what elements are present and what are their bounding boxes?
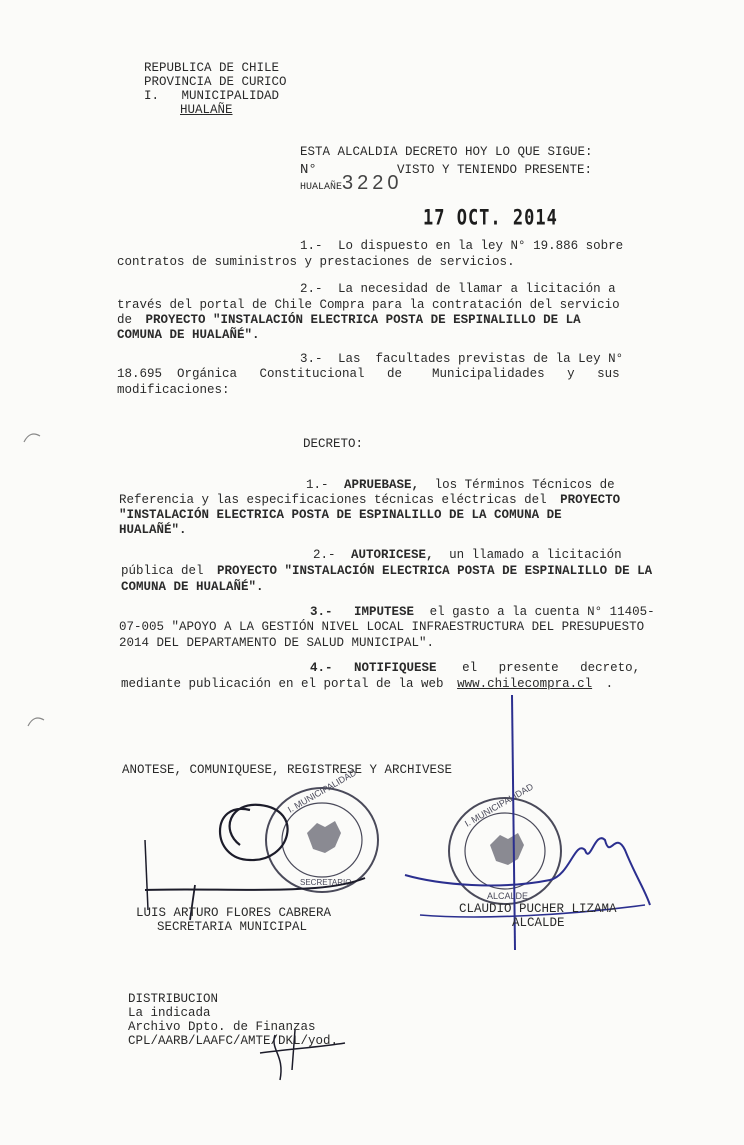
art-1-verb: APRUEBASE, [344,478,420,492]
svg-text:I. MUNICIPALIDAD: I. MUNICIPALIDAD [286,767,358,815]
art-4-line2-end: . [605,677,614,691]
art-3-line3: 2014 DEL DEPARTAMENTO DE SALUD MUNICIPAL". [119,636,435,650]
distribucion-item-3: CPL/AARB/LAAFC/AMTE/DKL/yod. [128,1034,339,1048]
visto-2-project: PROYECTO "INSTALACIÓN ELECTRICA POSTA DE ESPINALILLO DE LA [145,313,581,327]
punch-hole-bottom [26,712,46,732]
art-3-line2: 07-005 "APOYO A LA GESTIÓN NIVEL LOCAL INFRAESTRUCTURA DEL PRESUPUESTO [119,620,645,634]
secretary-title: SECRETARIA MUNICIPAL [157,920,308,934]
art-1-line2 [119,493,620,508]
visto-2-text: La necesidad de llamar a licitación a [338,282,616,296]
visto-2-line3 [117,313,581,328]
visto-heading: VISTO Y TENIENDO PRESENTE: [397,163,593,177]
art-1-line4: HUALAÑÉ". [119,523,187,537]
punch-hole-top [22,428,42,448]
art-1-first [306,478,615,493]
decreto-heading: DECRETO: [303,437,364,451]
visto-1-rest: contratos de suministros y prestaciones de servicios. [117,255,515,269]
closing-line: ANOTESE, COMUNIQUESE, REGISTRESE Y ARCHIVESE [122,763,453,777]
visto-2-num: 2.- [300,282,323,296]
header-republica: REPUBLICA DE CHILE [144,61,280,75]
visto-1-num: 1.- [300,239,323,253]
visto-3-first [300,352,623,367]
numero-label: N° [300,162,317,178]
art-3-first [310,605,655,620]
initials-signature [240,1025,350,1085]
art-4-verb: NOTIFIQUESE [354,661,437,675]
chilecompra-link[interactable]: www.chilecompra.cl [457,677,593,691]
visto-3-line3: modificaciones: [117,383,230,397]
header-hualane: HUALAÑE [180,103,233,117]
mayor-name: CLAUDIO PUCHER LIZAMA [459,902,617,916]
header-provincia: PROVINCIA DE CURICO [144,75,287,89]
header-municipalidad: I. MUNICIPALIDAD [144,89,280,103]
svg-text:SECRETARIO: SECRETARIO [300,878,352,887]
visto-3-text: Las facultades previstas de la Ley N° [338,352,624,366]
art-1-line2-text: Referencia y las especificaciones técnicas eléctricas del [119,493,547,507]
distribucion-item-2: Archivo Dpto. de Finanzas [128,1020,316,1034]
visto-3-line2: 18.695 Orgánica Constitucional de Municipalidades y sus [117,367,620,381]
art-2-line2-bold: PROYECTO "INSTALACIÓN ELECTRICA POSTA DE ESPINALILLO DE LA [217,564,653,578]
art-3-text: el gasto a la cuenta N° 11405- [429,605,655,619]
art-1-num: 1.- [306,478,329,492]
secretary-signature [140,790,370,920]
art-2-line3: COMUNA DE HUALAÑÉ". [121,580,264,594]
art-1-text: los Términos Técnicos de [434,478,615,492]
svg-text:I. MUNICIPALIDAD: I. MUNICIPALIDAD [463,781,535,829]
art-3-verb: IMPUTESE [354,605,415,619]
art-2-first [313,548,622,563]
distribucion-title: DISTRIBUCION [128,992,219,1006]
date-stamp: 17 OCT. 2014 [423,205,558,231]
art-4-num: 4.- [310,661,333,675]
art-2-line2-text: pública del [121,564,204,578]
svg-text:ALCALDE: ALCALDE [487,891,529,901]
hualane-label: HUALAÑE [300,182,343,193]
mayor-title: ALCALDE [512,916,565,930]
visto-2-pre: de [117,313,133,327]
visto-3-num: 3.- [300,352,323,366]
distribucion-item-1: La indicada [128,1006,211,1020]
visto-2-line4: COMUNA DE HUALAÑÉ". [117,328,260,342]
art-3-num: 3.- [310,605,333,619]
art-1-line3: "INSTALACIÓN ELECTRICA POSTA DE ESPINALILLO DE LA COMUNA DE [119,508,562,522]
art-2-line2 [121,564,652,579]
art-4-first [310,661,640,676]
alcaldia-intro: ESTA ALCALDIA DECRETO HOY LO QUE SIGUE: [300,145,593,159]
art-2-verb: AUTORICESE, [351,548,434,562]
visto-2-line2: través del portal de Chile Compra para la contratación del servicio [117,298,620,312]
visto-1-first [300,239,630,254]
art-4-line2-text: mediante publicación en el portal de la web [121,677,444,691]
art-2-num: 2.- [313,548,336,562]
decree-number-stamp: 3220 [342,172,403,194]
visto-2-first [300,282,616,297]
secretary-name: LUIS ARTURO FLORES CABRERA [136,906,332,920]
visto-1-text: Lo dispuesto en la ley N° 19.886 sobre [338,239,624,253]
art-4-text: el presente decreto, [462,661,641,675]
art-1-line2-bold: PROYECTO [560,493,621,507]
art-2-text: un llamado a licitación [449,548,622,562]
